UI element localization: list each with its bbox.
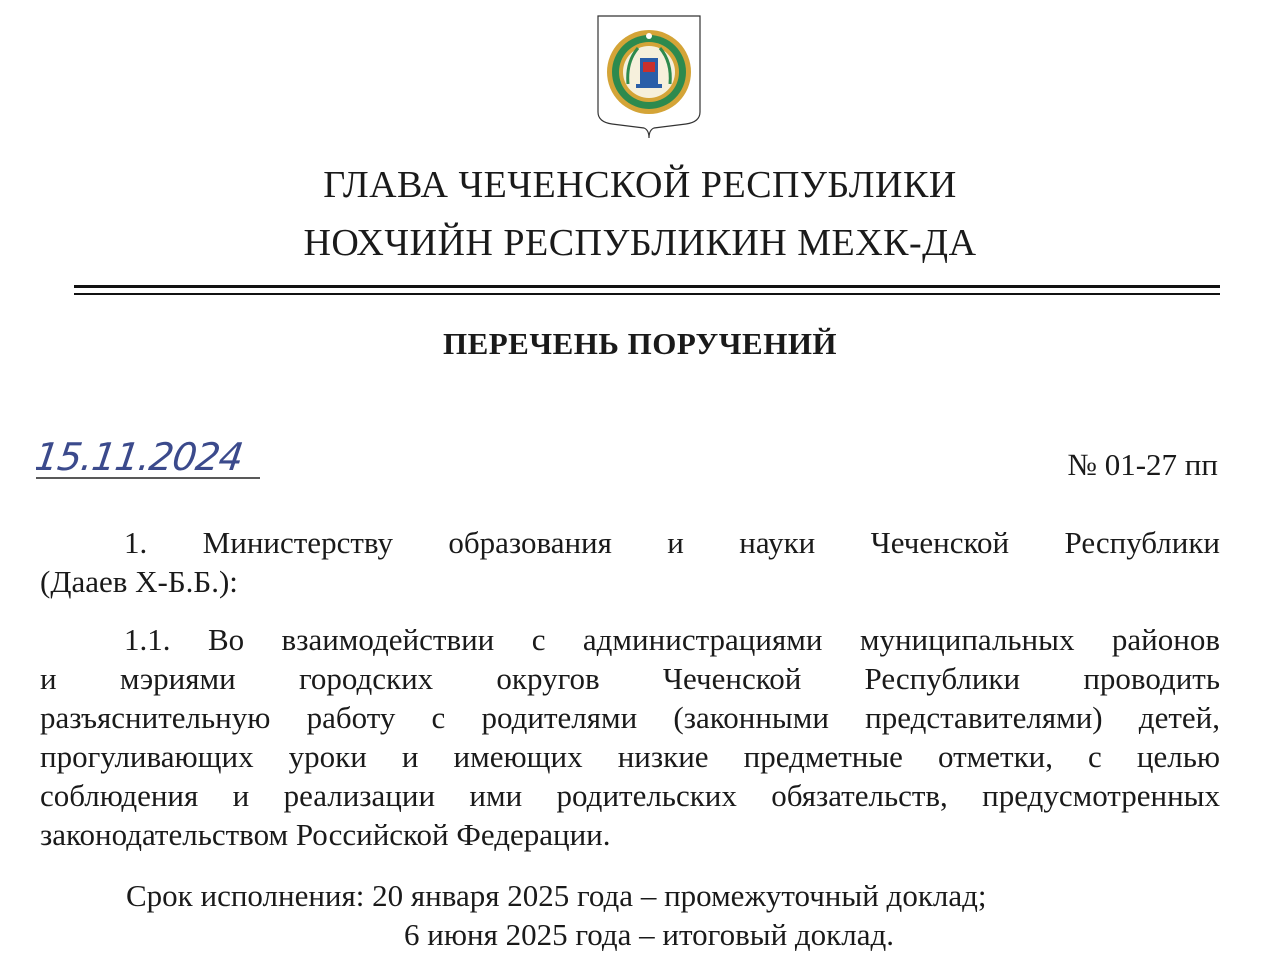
handwritten-date-text: 15.11.2024: [36, 436, 246, 480]
header-divider-thick: [74, 285, 1220, 288]
issuer-title: ГЛАВА ЧЕЧЕНСКОЙ РЕСПУБЛИКИ: [323, 164, 957, 206]
deadline-line-1: Срок исполнения: 20 января 2025 года – промежуточный доклад;: [126, 878, 987, 913]
paragraph-line: 1. Министерству образования и науки Чеченской Республики: [124, 525, 1220, 560]
deadline-line-2: 6 июня 2025 года – итоговый доклад.: [404, 917, 894, 952]
paragraph-line: 1.1. Во взаимодействии с администрациями муниципальных районов: [124, 622, 1220, 657]
header-divider-thin: [74, 293, 1220, 295]
paragraph-line: соблюдения и реализации ими родительских обязательств, предусмотренных: [40, 778, 1220, 813]
paragraph-line: разъяснительную работу с родителями (законными представителями) детей,: [40, 700, 1220, 735]
paragraph-line: (Дааев Х-Б.Б.):: [40, 564, 238, 599]
paragraph-line: и мэриями городских округов Чеченской Республики проводить: [40, 661, 1220, 696]
handwritten-date: [36, 434, 266, 484]
paragraph-line: прогуливающих уроки и имеющих низкие предметные отметки, с целью: [40, 739, 1220, 774]
order-item-1: [40, 523, 1220, 601]
coat-of-arms-icon: [596, 14, 702, 140]
paragraph-line: законодательством Российской Федерации.: [40, 817, 611, 852]
document-number: № 01-27 пп: [1067, 447, 1218, 482]
order-item-1-1: [40, 620, 1220, 854]
issuer-title-chechen: НОХЧИЙН РЕСПУБЛИКИН МЕХК-ДА: [303, 222, 977, 264]
document-title: ПЕРЕЧЕНЬ ПОРУЧЕНИЙ: [442, 326, 838, 361]
